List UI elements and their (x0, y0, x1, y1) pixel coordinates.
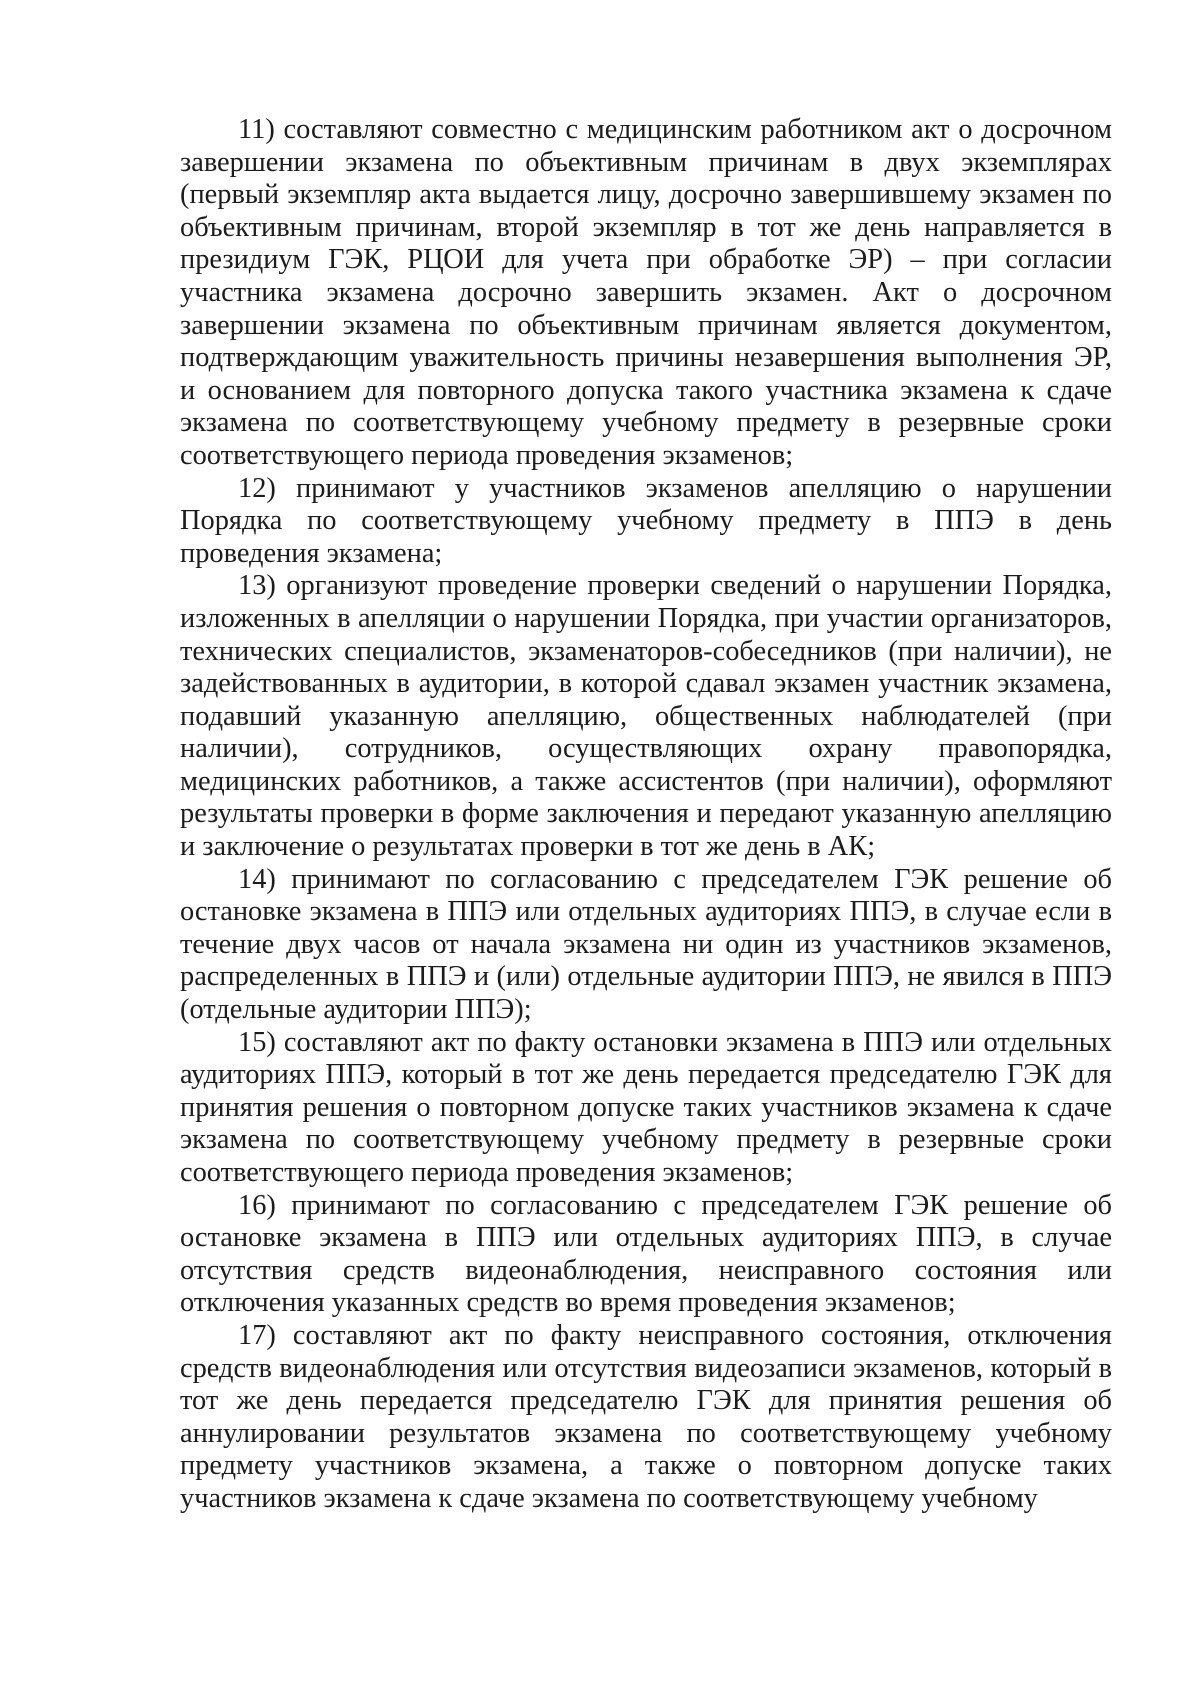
list-item-16: 16) принимают по согласованию с председателем ГЭК решение об остановке экзамена в ППЭ или отдельных аудиториях ППЭ, в случае отсутствия средств видеонаблюдения, неисправного состояния или отключения указанных средств во время проведения экзаменов; (180, 1189, 1112, 1319)
list-item-11: 11) составляют совместно с медицинским работником акт о досрочном завершении экзамена по объективным причинам в двух экземплярах (первый экземпляр акта выдается лицу, досрочно завершившему экзамен по объективным причинам, второй экземпляр в тот же день направляется в президиум ГЭК, РЦОИ для учета при обработке ЭР) – при согласии участника экзамена досрочно завершить экзамен. Акт о досрочном завершении экзамена по объективным причинам является документом, подтверждающим уважительность причины незавершения выполнения ЭР, и основанием для повторного допуска такого участника экзамена к сдаче экзамена по соответствующему учебному предмету в резервные сроки соответствующего периода проведения экзаменов; (180, 114, 1112, 471)
list-item-13: 13) организуют проведение проверки сведений о нарушении Порядка, изложенных в апелляции о нарушении Порядка, при участии организаторов, технических специалистов, экзаменаторов-собеседников (при наличии), не задействованных в аудитории, в которой сдавал экзамен участник экзамена, подавший указанную апелляцию, общественных наблюдателей (при наличии), сотрудников, осуществляющих охрану правопорядка, медицинских работников, а также ассистентов (при наличии), оформляют результаты проверки в форме заключения и передают указанную апелляцию и заключение о результатах проверки в тот же день в АК; (180, 570, 1112, 863)
list-item-12: 12) принимают у участников экзаменов апелляцию о нарушении Порядка по соответствующему учебному предмету в ППЭ в день проведения экзамена; (180, 472, 1112, 569)
list-item-15: 15) составляют акт по факту остановки экзамена в ППЭ или отдельных аудиториях ППЭ, который в тот же день передается председателю ГЭК для принятия решения о повторном допуске таких участников экзамена к сдаче экзамена по соответствующему учебному предмету в резервные сроки соответствующего периода проведения экзаменов; (180, 1026, 1112, 1188)
document-body (180, 114, 1112, 1516)
list-item-14: 14) принимают по согласованию с председателем ГЭК решение об остановке экзамена в ППЭ или отдельных аудиториях ППЭ, в случае если в течение двух часов от начала экзамена ни один из участников экзаменов, распределенных в ППЭ и (или) отдельные аудитории ППЭ, не явился в ППЭ (отдельные аудитории ППЭ); (180, 863, 1112, 1026)
list-item-17: 17) составляют акт по факту неисправного состояния, отключения средств видеонаблюдения или отсутствия видеозаписи экзаменов, который в тот же день передается председателю ГЭК для принятия решения об аннулировании результатов экзамена по соответствующему учебному предмету участников экзамена, а также о повторном допуске таких участников экзамена к сдаче экзамена по соответствующему учебному (180, 1319, 1112, 1514)
